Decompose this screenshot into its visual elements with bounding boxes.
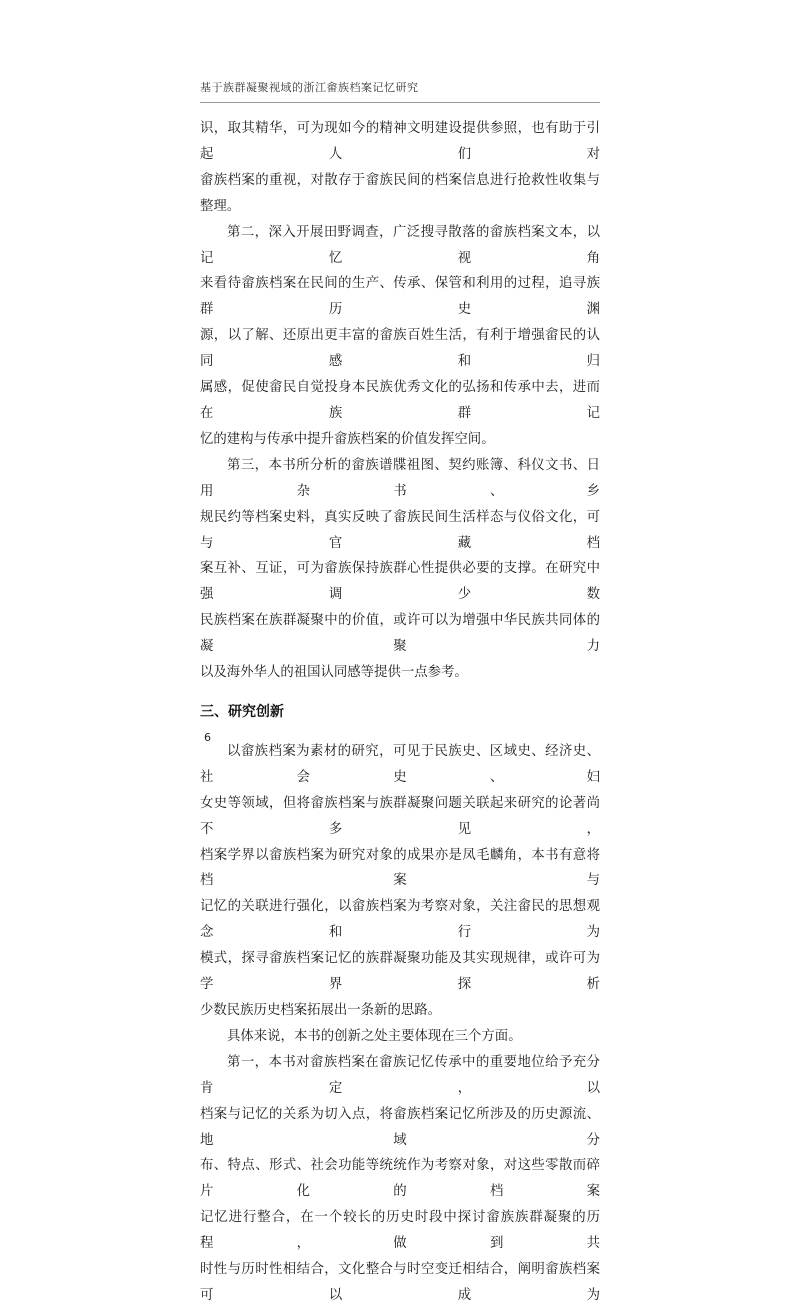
text-line: 以及海外华人的祖国认同感等提供一点参考。 — [200, 665, 468, 681]
text-line: 时性与历时性相结合，文化整合与时空变迁相结合，阐明畲族档案可以成为 — [200, 1262, 600, 1303]
text-line: 畲族档案的重视，对散存于畲族民间的档案信息进行抢救性收集与整理。 — [200, 172, 600, 214]
text-line: 女史等领域，但将畲族档案与族群凝聚问题关联起来研究的论著尚不多见， — [200, 795, 600, 837]
text-line: 记忆进行整合，在一个较长的历史时段中探讨畲族族群凝聚的历程，做到共 — [200, 1210, 600, 1252]
text-line: 识，取其精华，可为现如今的精神文明建设提供参照，也有助于引起人们对 — [200, 121, 600, 162]
text-line: 来看待畲族档案在民间的生产、传承、保管和利用的过程，追寻族群历史渊 — [200, 276, 600, 318]
text-line: 以畲族档案为素材的研究，可见于民族史、区域史、经济史、社会史、妇 — [200, 743, 600, 785]
text-line: 记忆的关联进行强化，以畲族档案为考察对象，关注畲民的思想观念和行为 — [200, 899, 600, 941]
text-line: 模式，探寻畲族档案记忆的族群凝聚功能及其实现规律，或许可为学界探析 — [200, 951, 600, 993]
text-line: 忆的建构与传承中提升畲族档案的价值发挥空间。 — [200, 431, 495, 447]
text-line: 第一，本书对畲族档案在畲族记忆传承中的重要地位给予充分肯定，以 — [200, 1054, 600, 1096]
text-line: 第二，深入开展田野调查，广泛搜寻散落的畲族档案文本，以记忆视角 — [200, 224, 600, 266]
body-text — [200, 116, 600, 1309]
text-line: 具体来说，本书的创新之处主要体现在三个方面。 — [227, 1028, 522, 1044]
paragraph-2 — [200, 220, 600, 453]
text-line: 案互补、互证，可为畲族保持族群心性提供必要的支撑。在研究中强调少数 — [200, 561, 600, 603]
paragraph-3 — [200, 453, 600, 686]
section-heading: 三、研究创新 — [200, 703, 284, 720]
text-line: 属感，促使畲民自觉投身本民族优秀文化的弘扬和传承中去，进而在族群记 — [200, 380, 600, 421]
page-number: 6 — [204, 731, 211, 744]
text-line: 少数民族历史档案拓展出一条新的思路。 — [200, 1003, 442, 1018]
text-line: 档案与记忆的关系为切入点，将畲族档案记忆所涉及的历史源流、地域分 — [200, 1106, 600, 1148]
text-line: 布、特点、形式、社会功能等统统作为考察对象，对这些零散而碎片化的档案 — [200, 1158, 600, 1200]
running-header: 基于族群凝聚视域的浙江畲族档案记忆研究 — [200, 81, 419, 94]
text-line: 源，以了解、还原出更丰富的畲族百姓生活，有利于增强畲民的认同感和归 — [200, 328, 600, 370]
text-line: 档案学界以畲族档案为研究对象的成果亦是凤毛麟角，本书有意将档案与 — [200, 847, 600, 889]
paragraph-6 — [200, 1050, 600, 1309]
header-rule — [200, 102, 600, 103]
text-line: 第三，本书所分析的畲族谱牒祖图、契约账簿、科仪文书、日用杂书、乡 — [200, 457, 600, 499]
paragraph-4 — [200, 739, 600, 1024]
paragraph-1 — [200, 116, 600, 220]
text-line: 民族档案在族群凝聚中的价值，或许可以为增强中华民族共同体的凝聚力 — [200, 613, 600, 655]
text-line: 规民约等档案史料，真实反映了畲族民间生活样态与仪俗文化，可与官藏档 — [200, 509, 600, 551]
paragraph-5 — [200, 1024, 600, 1050]
